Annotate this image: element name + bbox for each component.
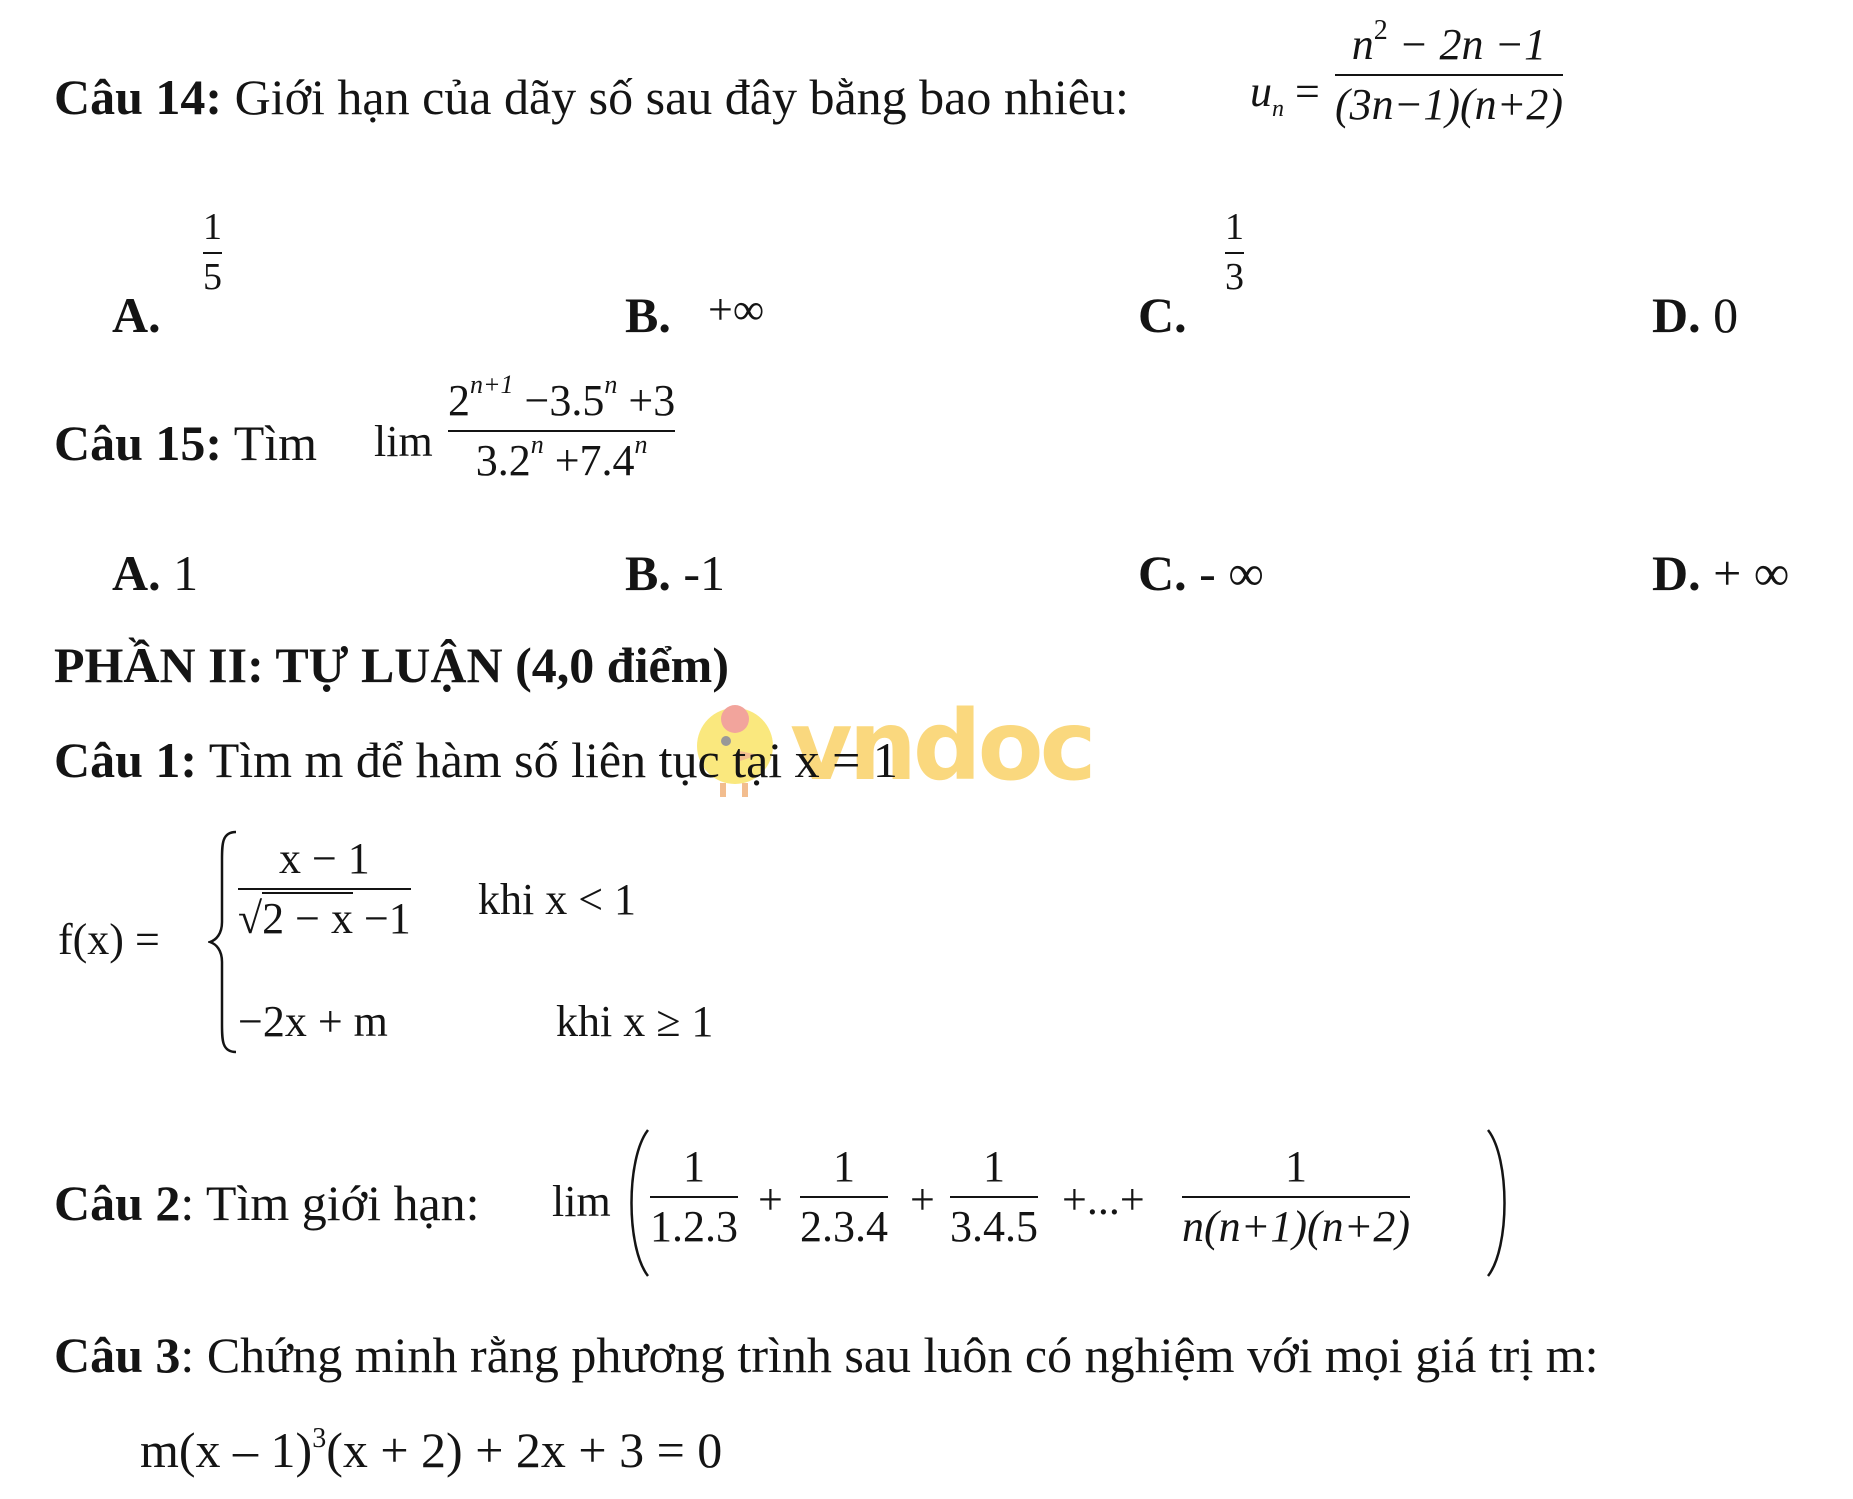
q15-option-d-value: + ∞ <box>1713 545 1790 601</box>
q2-term3-den: 3.4.5 <box>950 1202 1038 1252</box>
q14-option-c-bar <box>1225 252 1244 254</box>
q14-num-rest: − 2n −1 <box>1398 20 1547 69</box>
q2-last-den: n(n+1)(n+2) <box>1182 1202 1410 1252</box>
q3-eq-exp: 3 <box>312 1423 327 1454</box>
q14-option-c-num: 1 <box>1225 206 1244 248</box>
q1-case1-fraction <box>238 836 411 942</box>
q15-option-b-value: -1 <box>683 545 726 601</box>
q1-case2-expr: −2x + m <box>238 997 388 1046</box>
q14-option-d-value: 0 <box>1713 287 1739 343</box>
q2-last-bar <box>1182 1196 1410 1198</box>
q1-label: Câu 1: <box>54 732 198 788</box>
q1-brace <box>208 830 238 1060</box>
q15-numerator <box>448 370 676 425</box>
q3-eq-b: (x + 2) + 2x + 3 = 0 <box>326 1422 723 1478</box>
q2-last-num: 1 <box>1285 1142 1307 1191</box>
q15-line <box>54 415 318 471</box>
q15-option-c-value: - ∞ <box>1199 545 1264 601</box>
q15-option-c-label: C. <box>1138 545 1187 601</box>
q14-denominator: (3n−1)(n+2) <box>1335 80 1563 130</box>
q15-num-b: −3.5 <box>524 376 605 425</box>
q3-label: Câu 3 <box>54 1327 181 1383</box>
q14-option-a-den: 5 <box>203 255 222 298</box>
q15-option-a-value: 1 <box>173 545 199 601</box>
q1-case1-num: x − 1 <box>278 834 370 883</box>
q14-option-a-fraction <box>203 208 222 298</box>
q3-equation <box>140 1422 723 1478</box>
watermark-text: vndoc <box>790 690 1093 802</box>
q15-num-exp2: n <box>604 370 618 399</box>
q14-option-c-label: C. <box>1138 287 1187 343</box>
q14-lhs <box>1250 67 1320 122</box>
q2-term2-num: 1 <box>833 1142 855 1191</box>
q15-option-d-label: D. <box>1652 545 1701 601</box>
q1-case1-bar <box>238 888 411 890</box>
q14-option-c-den: 3 <box>1225 255 1244 298</box>
q2-term3 <box>950 1144 1038 1250</box>
q15-denominator <box>475 430 648 486</box>
q15-option-d <box>1652 545 1790 601</box>
q1-case1-den-root: 2 − x <box>262 894 353 944</box>
q1-case1-den <box>238 896 411 942</box>
q14-fraction <box>1335 15 1563 130</box>
q14-lhs-sub: n <box>1272 95 1284 122</box>
q2-term2-den: 2.3.4 <box>800 1202 888 1252</box>
q14-lhs-var: u <box>1250 67 1272 116</box>
q15-num-exp1: n+1 <box>470 370 514 399</box>
q15-option-a-label: A. <box>112 545 161 601</box>
q15-fraction <box>448 370 676 486</box>
q15-den-exp2: n <box>634 430 648 460</box>
q2-term2-bar <box>800 1196 888 1198</box>
q2-plus2: + <box>910 1175 935 1224</box>
q14-option-a-bar <box>203 252 222 254</box>
q2-term3-num: 1 <box>983 1142 1005 1191</box>
q1-case2-cond: khi x ≥ 1 <box>556 997 714 1046</box>
q15-option-c <box>1138 545 1264 601</box>
q14-num-exp: 2 <box>1373 15 1388 46</box>
q15-text: Tìm <box>233 415 318 471</box>
q15-lim: lim <box>374 417 433 466</box>
q15-den-exp1: n <box>530 430 544 460</box>
q14-num-var: n <box>1351 20 1374 69</box>
q14-option-b-value: +∞ <box>708 285 765 334</box>
q14-label: Câu 14: <box>54 69 223 125</box>
q2-right-paren <box>1484 1128 1514 1283</box>
q2-term1-bar <box>650 1196 738 1198</box>
left-paren-icon <box>622 1128 652 1278</box>
left-brace-icon <box>208 830 238 1055</box>
q14-option-a-label: A. <box>112 287 161 343</box>
q15-option-b-label: B. <box>625 545 671 601</box>
q1-case1-den-tail: −1 <box>363 894 411 944</box>
q15-label: Câu 15: <box>54 415 223 471</box>
q2-term2 <box>800 1144 888 1250</box>
q2-term3-bar <box>950 1196 1038 1198</box>
q15-option-a <box>112 545 199 601</box>
q14-line <box>54 69 1129 125</box>
q14-option-d <box>1652 287 1739 343</box>
q1-line <box>54 732 898 788</box>
q1-case1-cond: khi x < 1 <box>478 875 637 924</box>
q3-line <box>54 1327 1599 1383</box>
q2-ellipsis: +...+ <box>1062 1175 1145 1224</box>
part2-title: PHẦN II: TỰ LUẬN (4,0 điểm) <box>54 637 729 693</box>
q14-option-b-label: B. <box>625 287 671 343</box>
q15-num-a: 2 <box>448 376 470 425</box>
q14-option-a-num: 1 <box>203 206 222 248</box>
q14-option-d-label: D. <box>1652 287 1701 343</box>
q2-plus1: + <box>758 1175 783 1224</box>
q2-text: : Tìm giới hạn: <box>180 1175 480 1231</box>
q3-text: : Chứng minh rằng phương trình sau luôn có nghiệm với mọi giá trị m: <box>180 1327 1599 1383</box>
q2-label: Câu 2 <box>54 1175 181 1231</box>
q14-numerator <box>1351 15 1547 69</box>
q2-term1-den: 1.2.3 <box>650 1202 738 1252</box>
q2-term1 <box>650 1144 738 1250</box>
q2-line <box>54 1175 480 1231</box>
q15-den-b: +7.4 <box>554 436 635 486</box>
q1-fx: f(x) = <box>58 915 160 964</box>
right-paren-icon <box>1484 1128 1514 1278</box>
q14-option-c-fraction <box>1225 208 1244 298</box>
q1-text: Tìm m để hàm số liên tục tại x = 1 <box>208 732 898 788</box>
q2-last-term <box>1182 1144 1410 1250</box>
q14-eq-sign: = <box>1295 67 1320 116</box>
q14-text: Giới hạn của dãy số sau đây bằng bao nhiêu: <box>234 69 1129 125</box>
q2-term1-num: 1 <box>683 1142 705 1191</box>
q15-den-a: 3.2 <box>475 436 531 486</box>
sqrt-icon: √ <box>238 894 263 944</box>
q3-eq-a: m(x – 1) <box>140 1422 313 1478</box>
q14-fraction-bar <box>1335 74 1563 76</box>
q2-left-paren <box>622 1128 652 1283</box>
q15-num-c: +3 <box>628 376 676 425</box>
q2-lim: lim <box>552 1177 611 1226</box>
q15-option-b <box>625 545 726 601</box>
